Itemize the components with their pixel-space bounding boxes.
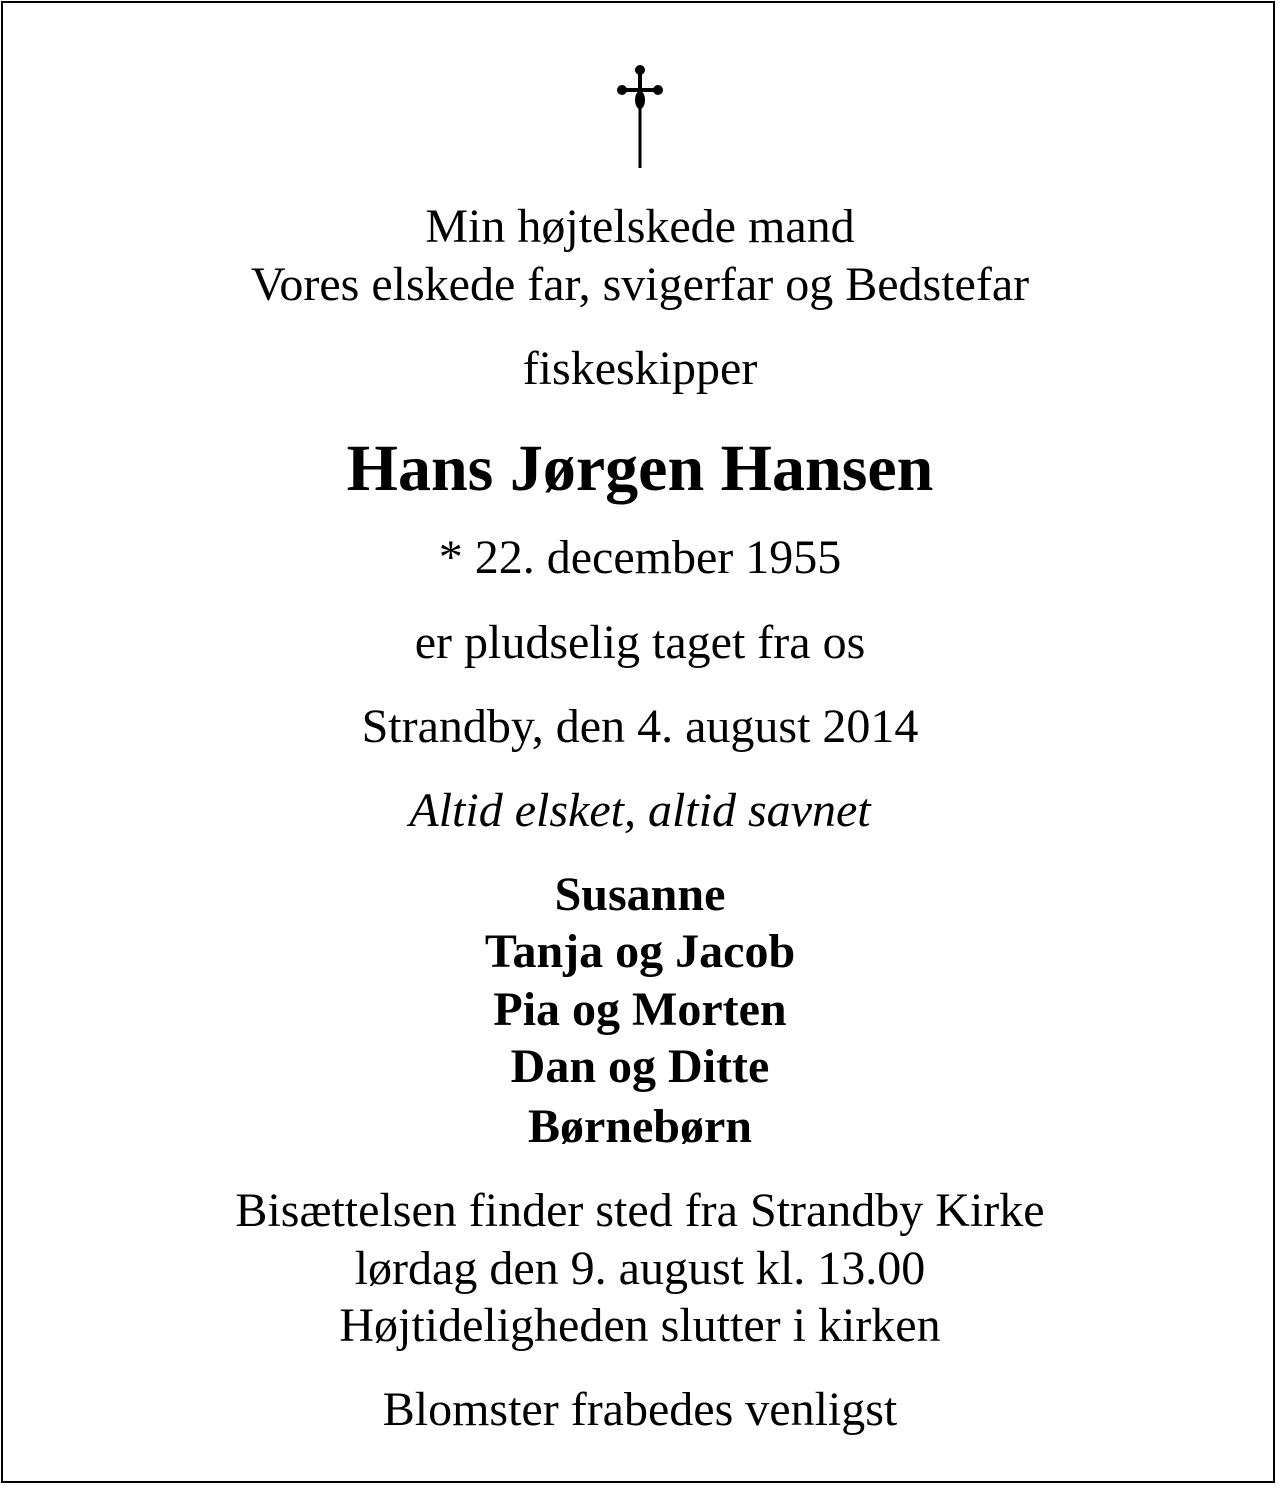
funeral-line-2: lørdag den 9. august kl. 13.00 xyxy=(354,1242,926,1295)
funeral-line-1: Bisættelsen finder sted fra Strandby Kirke xyxy=(235,1184,1045,1237)
announcement-text: er pludselig taget fra os xyxy=(414,616,866,669)
funeral-line-3: Højtideligheden slutter i kirken xyxy=(339,1299,941,1352)
family-member: Tanja og Jacob xyxy=(484,925,796,978)
cross-icon xyxy=(610,62,670,172)
place-and-date: Strandby, den 4. august 2014 xyxy=(361,700,919,753)
family-member: Susanne xyxy=(554,868,726,921)
intro-line-2: Vores elskede far, svigerfar og Bedstefar xyxy=(250,258,1030,311)
birth-date: * 22. december 1955 xyxy=(438,531,842,584)
family-member: Pia og Morten xyxy=(493,983,787,1036)
flowers-note: Blomster frabedes venligst xyxy=(382,1383,898,1436)
family-member: Børnebørn xyxy=(527,1100,752,1153)
family-member: Dan og Ditte xyxy=(510,1040,770,1093)
motto: Altid elsket, altid savnet xyxy=(409,784,871,837)
deceased-name: Hans Jørgen Hansen xyxy=(346,432,934,505)
intro-line-1: Min højtelskede mand xyxy=(425,200,855,253)
occupation-title: fiskeskipper xyxy=(522,342,758,395)
